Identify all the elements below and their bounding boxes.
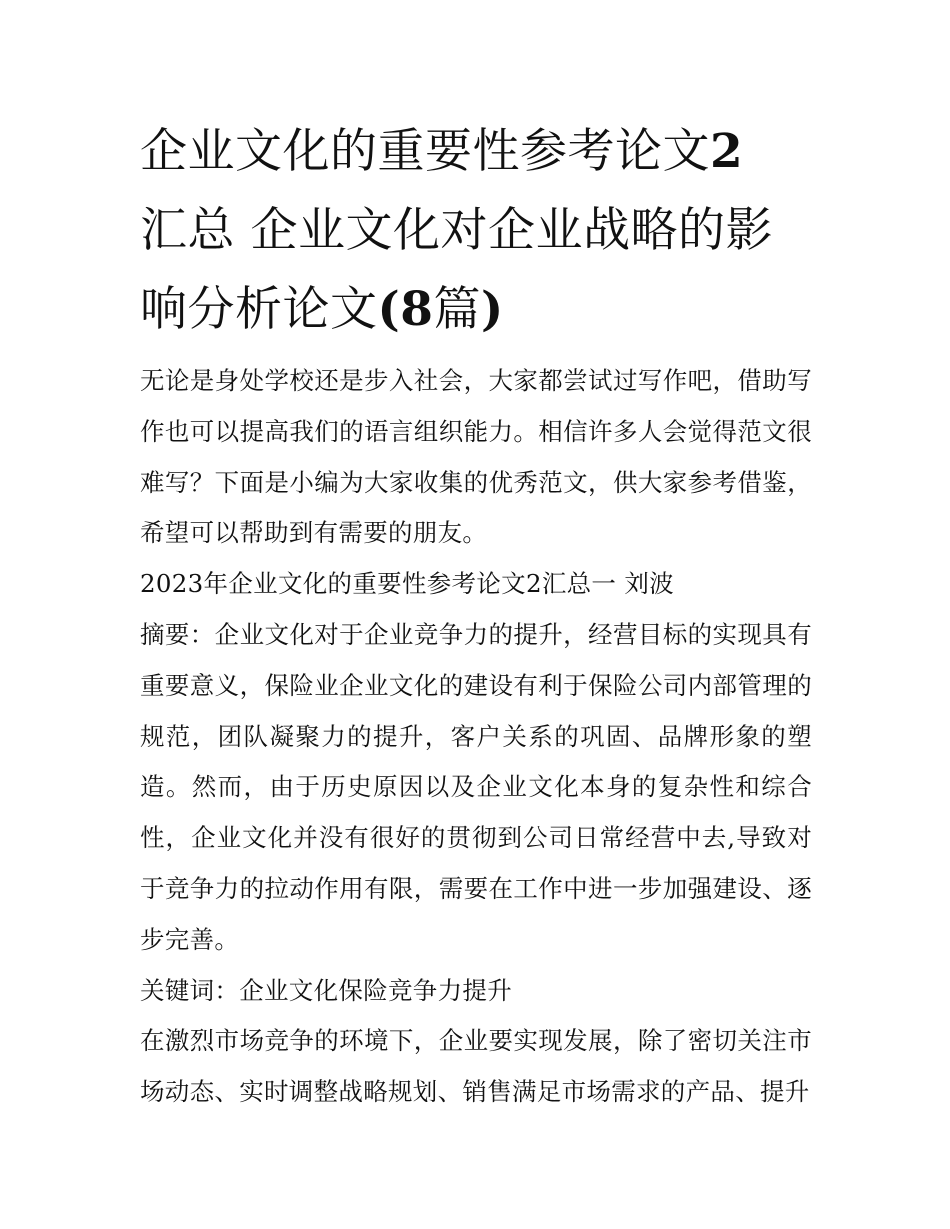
title-count: (8: [377, 282, 434, 337]
body-paragraph: 在激烈市场竞争的环境下，企业要实现发展，除了密切关注市场动态、实时调整战略规划、销售满足市场需求的产品、提升: [140, 1026, 812, 1107]
title-number: 2: [710, 124, 744, 179]
title-part-4: 篇: [433, 282, 481, 337]
intro-paragraph: 无论是身处学校还是步入社会，大家都尝试过写作吧，借助写作也可以提高我们的语言组织能力。相信许多人会觉得范文很难写？下面是小编为大家收集的优秀范文，供大家参考借鉴，希望可以帮助到有需要的朋友。: [140, 366, 812, 548]
abstract-paragraph: 摘要：企业文化对于企业竞争力的提升，经营目标的实现具有重要意义，保险业企业文化的建设有利于保险公司内部管理的规范，团队凝聚力的提升，客户关系的巩固、品牌形象的塑造。然而，由于历史原因以及企业文化本身的复杂性和综合性，企业文化并没有很好的贯彻到公司日常经营中去,导致对于竞争力的拉动作用有限，需要在工作中进一步加强建设、逐步完善。: [140, 619, 812, 954]
title-part-1: 企业文化的重要性参考论文: [140, 124, 710, 179]
title-part-2: 汇总 企业文化对企业战略的影响分析论文: [140, 203, 773, 337]
document-title: 企业文化的重要性参考论文2 汇总 企业文化对企业战略的影响分析论文(8篇): [140, 124, 773, 337]
section-heading: 2023年企业文化的重要性参考论文2汇总一 刘波: [140, 569, 674, 599]
document-body: [140, 356, 812, 1118]
keywords-paragraph: 关键词：企业文化保险竞争力提升: [140, 975, 512, 1005]
